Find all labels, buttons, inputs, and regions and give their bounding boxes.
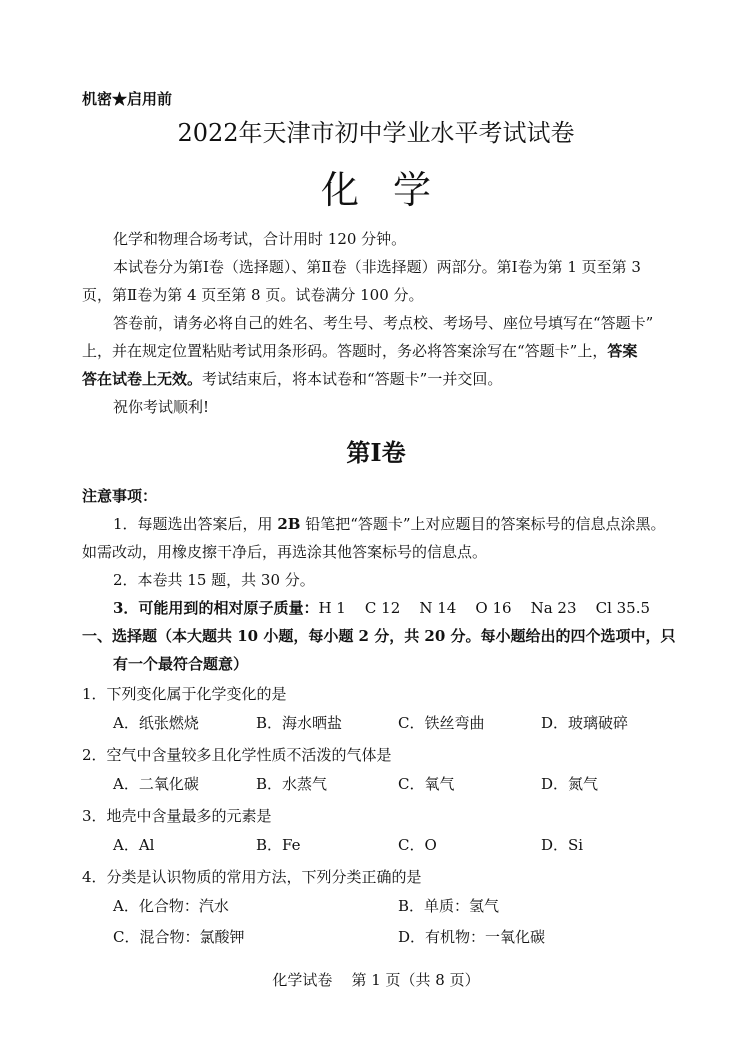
intro-paragraph-2-line-2: 页，第Ⅱ卷为第 4 页至第 8 页。试卷满分 100 分。 (82, 286, 424, 304)
question-2-option-c: C．氧气 (398, 775, 455, 793)
question-2-stem: 2．空气中含量较多且化学性质不活泼的气体是 (82, 746, 392, 764)
question-2-option-d: D．氮气 (541, 775, 599, 793)
question-3-option-c: C．O (398, 836, 437, 854)
question-3-option-d: D．Si (541, 836, 584, 854)
atomic-masses: H 1 C 12 N 14 O 16 Na 23 Cl 35.5 (318, 599, 651, 617)
volume-title: 第Ⅰ卷 (346, 438, 406, 467)
intro-paragraph-4: 祝你考试顺利! (113, 398, 210, 416)
question-4-option-a: A．化合物：汽水 (113, 897, 229, 915)
subject-title: 化学 (320, 168, 465, 212)
intro-bold-text: 答案 (607, 342, 638, 360)
question-3-stem: 3．地壳中含量最多的元素是 (82, 807, 272, 825)
intro-text: 上，并在规定位置粘贴考试用条形码。答题时，务必将答案涂写在“答题卡”上， (82, 342, 608, 360)
intro-paragraph-2-line-1: 本试卷分为第Ⅰ卷（选择题）、第Ⅱ卷（非选择题）两部分。第Ⅰ卷为第 1 页至第 3 (113, 258, 641, 276)
question-3-option-a: A．Al (113, 836, 155, 854)
question-1-option-c: C．铁丝弯曲 (398, 714, 485, 732)
intro-paragraph-3-line-1: 答卷前，请务必将自己的姓名、考生号、考点校、考场号、座位号填写在“答题卡” (113, 314, 654, 332)
note-bold-text: 3．可能用到的相对原子质量： (113, 599, 319, 617)
note-2: 2．本卷共 15 题，共 30 分。 (113, 571, 315, 589)
note-3 (113, 598, 650, 618)
intro-paragraph-1: 化学和物理合场考试，合计用时 120 分钟。 (113, 230, 407, 248)
section-heading-line-1: 一、选择题（本大题共 10 小题，每小题 2 分，共 20 分。每小题给出的四个选项中，只 (82, 627, 676, 645)
note-text: 1．每题选出答案后，用 (113, 515, 278, 533)
intro-paragraph-3-line-3 (82, 369, 502, 389)
exam-title: 2022年天津市初中学业水平考试试卷 (177, 119, 575, 147)
question-4-option-b: B．单质：氢气 (398, 897, 500, 915)
question-1-stem: 1．下列变化属于化学变化的是 (82, 685, 287, 703)
question-2-option-b: B．水蒸气 (256, 775, 328, 793)
question-1-option-b: B．海水晒盐 (256, 714, 343, 732)
question-4-option-c: C．混合物：氯酸钾 (113, 928, 245, 946)
question-1-option-a: A．纸张燃烧 (113, 714, 199, 732)
confidential-label: 机密★启用前 (82, 90, 173, 108)
note-text: 铅笔把“答题卡”上对应题目的答案标号的信息点涂黑。 (300, 515, 666, 533)
section-heading-line-2: 有一个最符合题意） (113, 655, 249, 673)
notes-heading: 注意事项： (82, 487, 158, 505)
note-1-line-2: 如需改动，用橡皮擦干净后，再选涂其他答案标号的信息点。 (82, 543, 488, 561)
note-bold-text: 2B (277, 515, 301, 533)
intro-paragraph-3-line-2 (82, 341, 637, 361)
question-4-stem: 4．分类是认识物质的常用方法，下列分类正确的是 (82, 868, 422, 886)
note-1-line-1 (113, 514, 666, 534)
question-2-option-a: A．二氧化碳 (113, 775, 199, 793)
intro-text: 考试结束后，将本试卷和“答题卡”一并交回。 (202, 370, 503, 388)
question-1-option-d: D．玻璃破碎 (541, 714, 629, 732)
intro-bold-text: 答在试卷上无效。 (82, 370, 203, 388)
question-4-option-d: D．有机物：一氧化碳 (398, 928, 546, 946)
page-footer: 化学试卷 第 1 页（共 8 页） (272, 971, 480, 989)
question-3-option-b: B．Fe (256, 836, 301, 854)
